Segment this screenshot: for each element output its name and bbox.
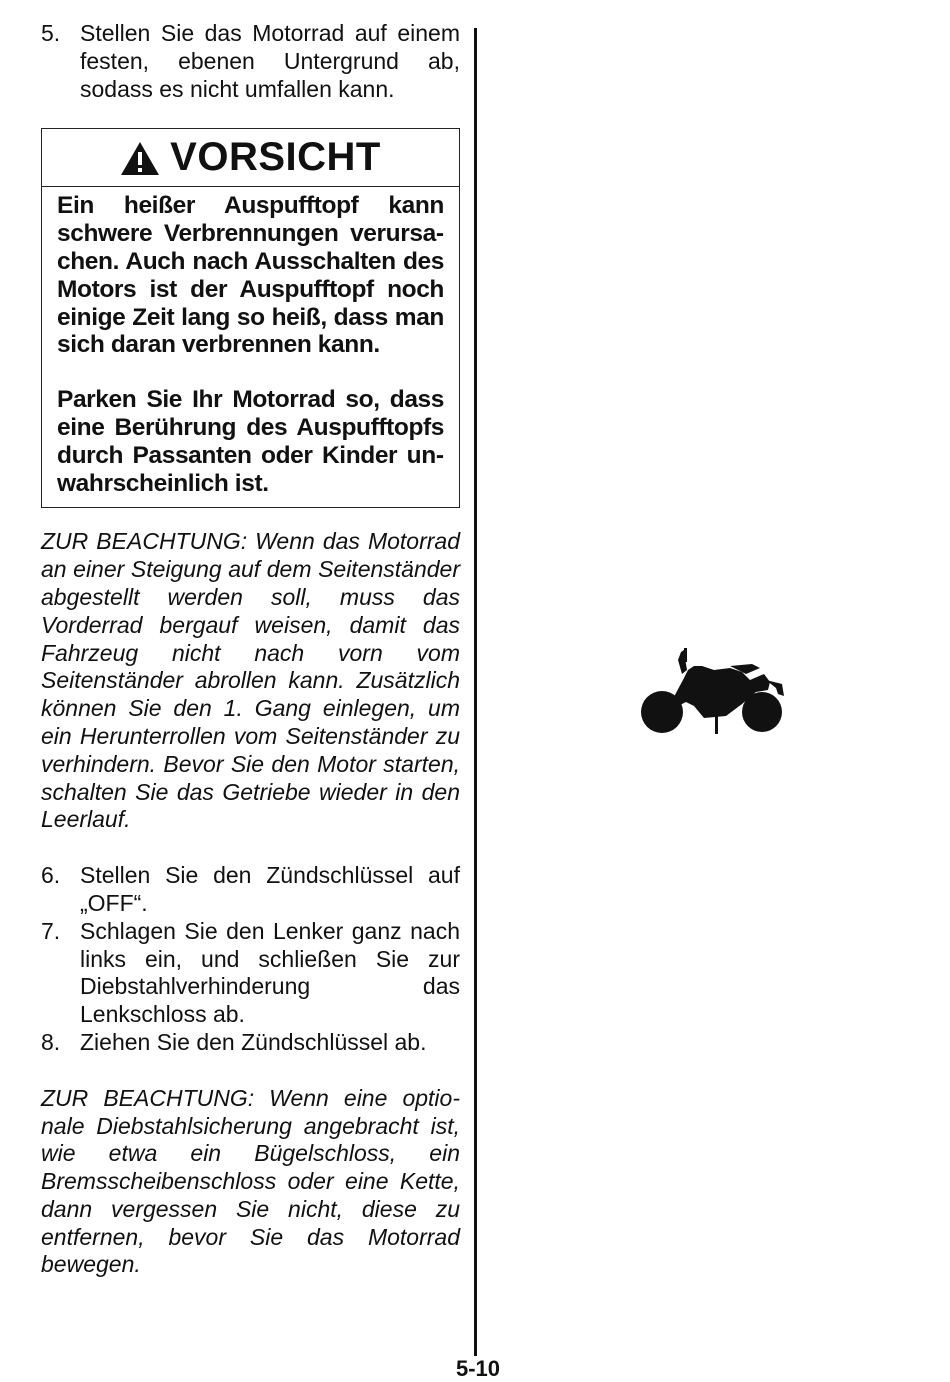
page-number: 5-10 [455, 1356, 501, 1381]
warning-header [42, 129, 459, 187]
warning-box [41, 128, 460, 508]
note-side-stand: ZUR BEACHTUNG: Wenn das Motorrad an einer Steigung auf dem Seitenständer abgestellt werden soll, muss das Vorderrad bergauf weisen, damit das Fahrzeug nicht nach vorn vom Seitenständer abrollen kann. Zusätzlich können Sie den 1. Gang einlegen, um ein Herunterrollen vom Seitenständer zu verhindern. Bevor Sie den Motor starten, schalten Sie das Getriebe wieder in den Leerlauf. [41, 528, 460, 833]
warning-body [42, 187, 459, 507]
step-7 [41, 918, 460, 1029]
step-6 [41, 862, 460, 918]
step-number: 5. [41, 20, 61, 46]
step-number: 8. [41, 1028, 61, 1055]
column-divider [474, 28, 477, 1356]
warning-paragraph: Parken Sie Ihr Motorrad so, dass eine Berührung des Auspufftopfs durch Passanten oder Kinder unwahrscheinlich ist. [57, 386, 444, 497]
warning-title: VORSICHT [170, 134, 381, 179]
step-8 [41, 1029, 460, 1057]
step-5 [41, 20, 460, 103]
step-number: 6. [41, 862, 61, 889]
note-anti-theft: ZUR BEACHTUNG: Wenn eine optionale Diebstahlsicherung angebracht ist, wie etwa ein Bügelschloss, ein Bremsscheibenschloss oder eine Kette, dann vergessen Sie nicht, diese zu entfernen, bevor Sie das Motorrad bewegen. [41, 1084, 460, 1278]
warning-triangle-icon [120, 141, 160, 176]
warning-paragraph: Ein heißer Auspufftopf kann schwere Verbrennungen verursachen. Auch nach Ausschalten des Motors ist der Auspufftopf noch einige Zeit lang so heiß, dass man sich daran verbrennen kann. [57, 192, 444, 359]
step-number: 7. [41, 917, 61, 944]
motorcycle-icon [638, 644, 788, 740]
step-text: Ziehen Sie den Zündschlüssel ab. [80, 1028, 427, 1055]
left-column [41, 20, 460, 1279]
step-text: Schlagen Sie den Lenker ganz nach links ein, und schließen Sie zur Diebstahlverhinderung das Lenkschloss ab. [80, 917, 460, 1028]
step-text: Stellen Sie den Zündschlüssel auf „OFF“. [80, 862, 460, 916]
step-text: Stellen Sie das Motorrad auf einem festen, ebenen Untergrund ab, sodass es nicht umfallen kann. [80, 20, 460, 102]
